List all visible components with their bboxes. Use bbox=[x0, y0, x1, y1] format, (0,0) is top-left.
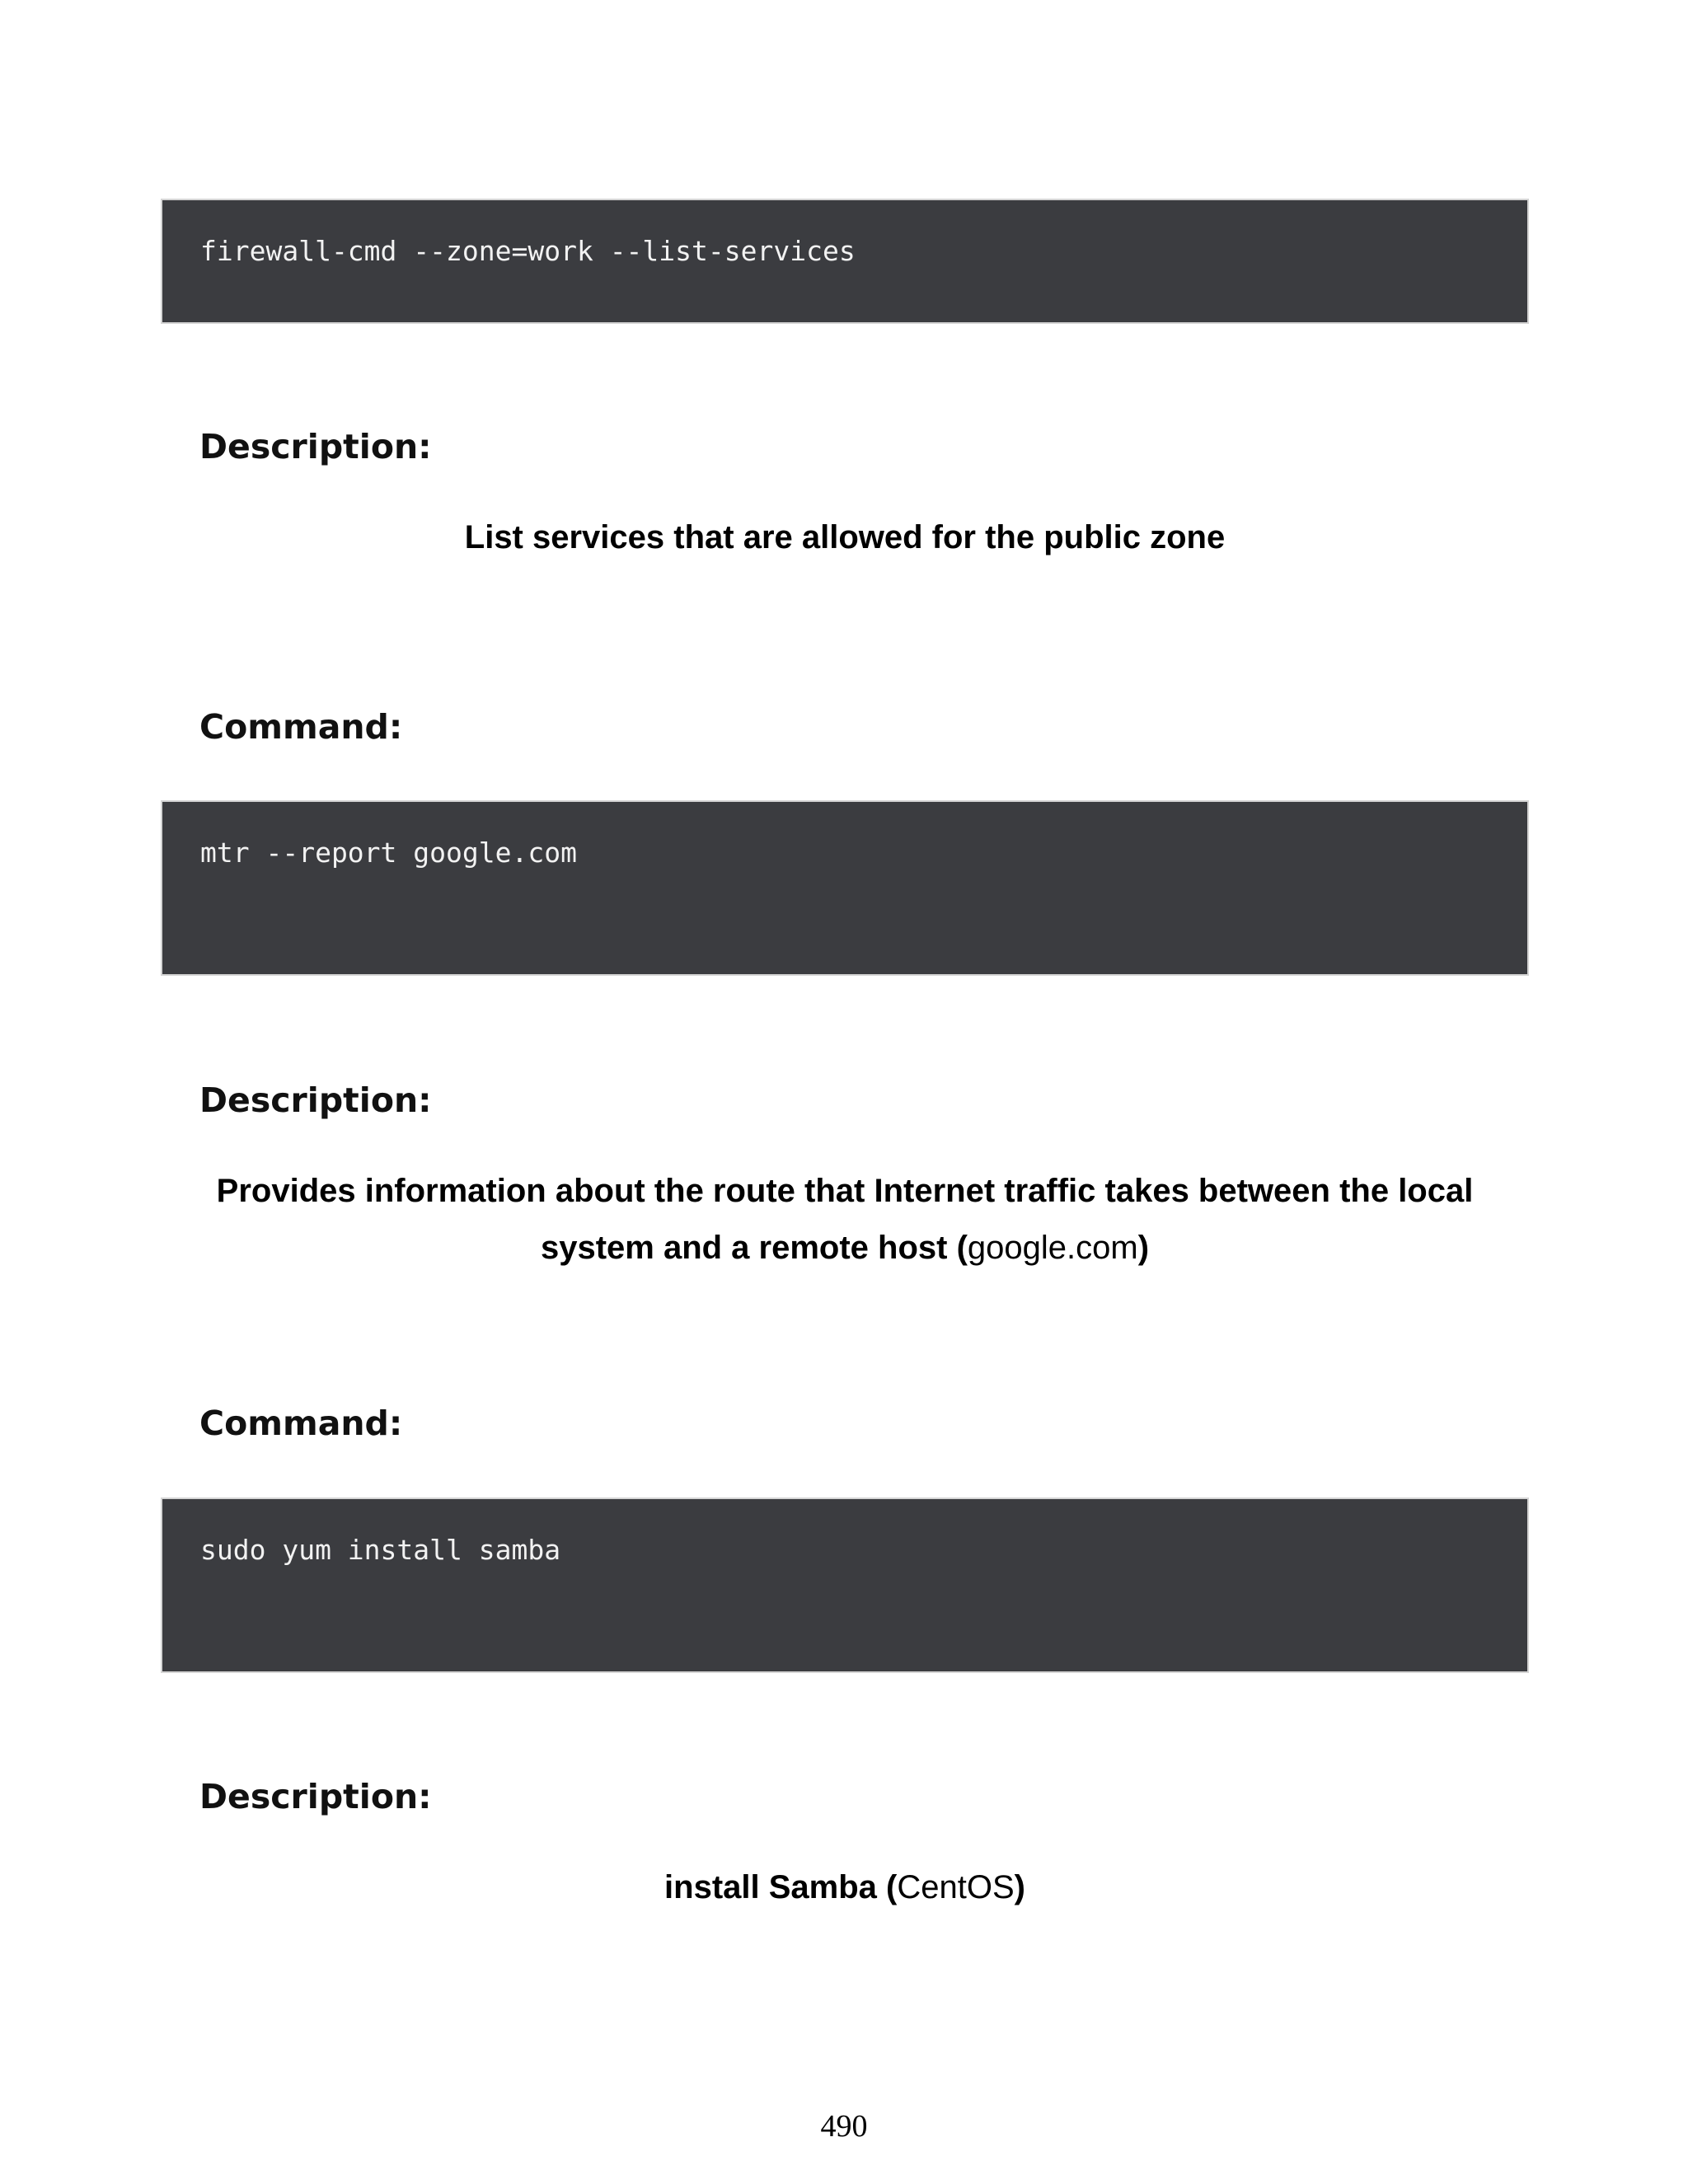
code-block-firewall bbox=[161, 199, 1529, 324]
page-number: 490 bbox=[820, 2109, 868, 2144]
description-close-part: ) bbox=[1014, 1869, 1025, 1905]
description-plain-part: google.com bbox=[967, 1230, 1138, 1266]
code-text: mtr --report google.com bbox=[200, 837, 577, 869]
code-block-samba bbox=[161, 1497, 1529, 1673]
command-label: Command: bbox=[199, 1404, 403, 1443]
description-label: Description: bbox=[199, 1080, 432, 1120]
description-text bbox=[161, 1163, 1529, 1277]
code-text: sudo yum install samba bbox=[200, 1534, 561, 1566]
description-bold-part: Provides information about the route that Internet traffic takes between the local system and a remote host ( bbox=[216, 1173, 1474, 1266]
description-text bbox=[161, 1859, 1529, 1916]
description-label: Description: bbox=[199, 427, 432, 466]
description-text: List services that are allowed for the public zone bbox=[464, 519, 1226, 555]
command-label: Command: bbox=[199, 707, 403, 747]
description-label: Description: bbox=[199, 1777, 432, 1816]
code-block-mtr bbox=[161, 800, 1529, 976]
description-bold-part: install Samba ( bbox=[664, 1869, 898, 1905]
description-plain-part: CentOS bbox=[897, 1869, 1015, 1905]
description-close-part: ) bbox=[1137, 1230, 1150, 1266]
code-text: firewall-cmd --zone=work --list-services bbox=[200, 235, 856, 267]
